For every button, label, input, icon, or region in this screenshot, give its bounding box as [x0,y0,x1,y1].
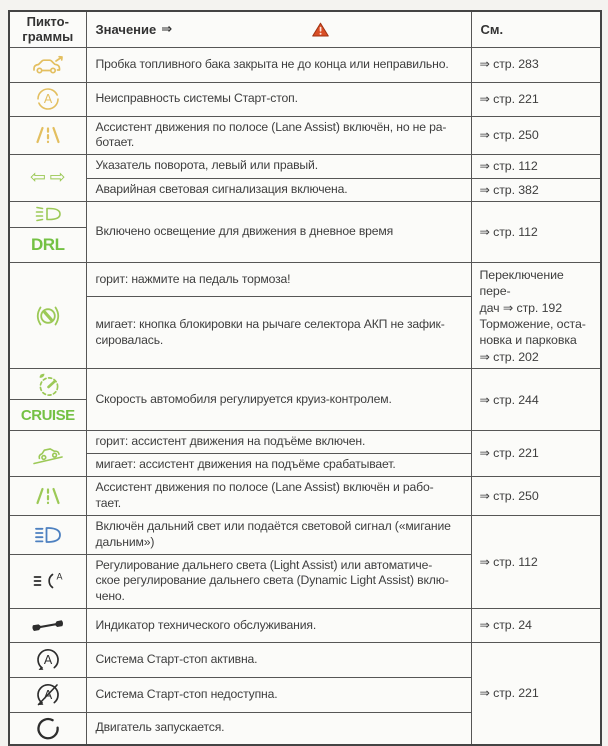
lane-assist-inactive-icon [33,126,63,144]
see-cell: ⇒ стр. 382 [471,178,601,201]
cruise-label: CRUISE [10,399,86,430]
table-row [9,262,601,296]
meaning-cell: мигает: ассистент движения на подъёме срабатывает. [86,454,471,477]
meaning-cell: Указатель поворота, левый или правый. [86,155,471,178]
pictogram-cell [9,643,86,678]
header-pictograms-label: Пикто-граммы [22,14,74,45]
pictogram-cell [9,369,86,431]
header-pictograms [9,11,86,47]
table-row [9,178,601,201]
see-cell: ⇒ стр. 283 [471,47,601,82]
brake-pedal-icon [33,305,63,327]
meaning-cell: горит: нажмите на педаль тормоза! [86,262,471,296]
manual-page [8,10,600,746]
engine-start-icon [36,716,60,740]
turn-left-arrow-icon: ⇦ [29,166,46,189]
meaning-cell: Скорость автомобиля регулируется круиз-контролем. [86,369,471,431]
pictogram-cell [9,678,86,713]
meaning-cell: Включён дальний свет или подаётся световой сигнал («мигание дальним») [86,515,471,554]
svg-text:A: A [43,688,52,703]
start-stop-unavailable-icon [35,682,61,708]
light-assist-icon [32,571,64,591]
hill-assist-icon [32,443,64,465]
drl-headlight-icon [10,202,86,227]
start-stop-active-icon [35,647,61,673]
high-beam-icon [33,526,63,544]
meaning-cell: Аварийная световая сигнализация включена. [86,178,471,201]
header-meaning-label: Значение [95,21,157,37]
svg-text:A: A [56,571,63,582]
header-see-label: См. [480,21,504,37]
see-cell: ⇒ стр. 221 [471,82,601,116]
see-cell: ⇒ стр. 244 [471,369,601,431]
pictogram-cell [9,201,86,262]
service-wrench-icon [31,618,65,634]
see-cell: ⇒ стр. 221 [471,431,601,477]
meaning-cell: Пробка топливного бака закрыта не до конца или неправильно. [86,47,471,82]
see-cell: ⇒ стр. 112 [471,155,601,178]
table-row [9,431,601,454]
meaning-cell: Ассистент движения по полосе (Lane Assist) включён, но не ра- ботает. [86,116,471,155]
see-cell: ⇒ стр. 250 [471,116,601,155]
table-row [9,201,601,262]
see-cell: ⇒ стр. 250 [471,477,601,516]
see-cell: ⇒ стр. 221 [471,643,601,745]
table-row [9,515,601,554]
svg-text:A: A [43,92,52,107]
meaning-cell: Неисправность системы Старт-стоп. [86,82,471,116]
meaning-cell: Система Старт-стоп активна. [86,643,471,678]
cruise-speedometer-icon [10,369,86,399]
pictogram-cell [9,431,86,477]
header-meaning-arrow: ⇒ [161,21,173,37]
see-cell: ⇒ стр. 112 [471,515,601,608]
table-row [9,369,601,431]
table-row [9,609,601,643]
turn-indicators-icon [30,168,66,187]
pictogram-cell [9,116,86,155]
pictogram-cell [9,47,86,82]
pictogram-cell [9,554,86,609]
see-cell: ⇒ стр. 24 [471,609,601,643]
pictogram-cell [9,515,86,554]
meaning-cell: Регулирование дальнего света (Light Assist) или автоматиче- ское регулирование дальнего света (Dynamic Light Assist) вклю- чено. [86,554,471,609]
pictogram-cell [9,609,86,643]
table-row [9,477,601,516]
pictogram-cell [9,82,86,116]
pictogram-cell [9,713,86,745]
pictogram-table [8,10,602,746]
table-row [9,82,601,116]
table-row [9,47,601,82]
meaning-cell: мигает: кнопка блокировки на рычаге селектора АКП не зафик- сировалась. [86,297,471,369]
table-row [9,116,601,155]
pictogram-cell [9,262,86,368]
meaning-cell: Индикатор технического обслуживания. [86,609,471,643]
see-cell: Переключение пере- дач ⇒ стр. 192 Торможение, оста- новка и парковка ⇒ стр. 202 [471,262,601,368]
drl-label: DRL [10,227,86,262]
header-see [471,11,601,47]
see-cell: ⇒ стр. 112 [471,201,601,262]
table-row [9,643,601,678]
pictogram-cell [9,477,86,516]
start-stop-fault-icon [35,86,61,112]
warning-triangle-icon [312,22,329,37]
table-row [9,155,601,178]
fuel-cap-icon [31,55,65,75]
turn-right-arrow-icon: ⇨ [49,166,66,189]
svg-text:A: A [43,653,52,668]
meaning-cell: Включено освещение для движения в дневное время [86,201,471,262]
table-header-row [9,11,601,47]
lane-assist-active-icon [33,487,63,505]
meaning-cell: горит: ассистент движения на подъёме включен. [86,431,471,454]
meaning-cell: Двигатель запускается. [86,713,471,745]
meaning-cell: Ассистент движения по полосе (Lane Assist) включён и рабо- тает. [86,477,471,516]
meaning-cell: Система Старт-стоп недоступна. [86,678,471,713]
header-meaning [86,11,471,47]
pictogram-cell [9,155,86,202]
